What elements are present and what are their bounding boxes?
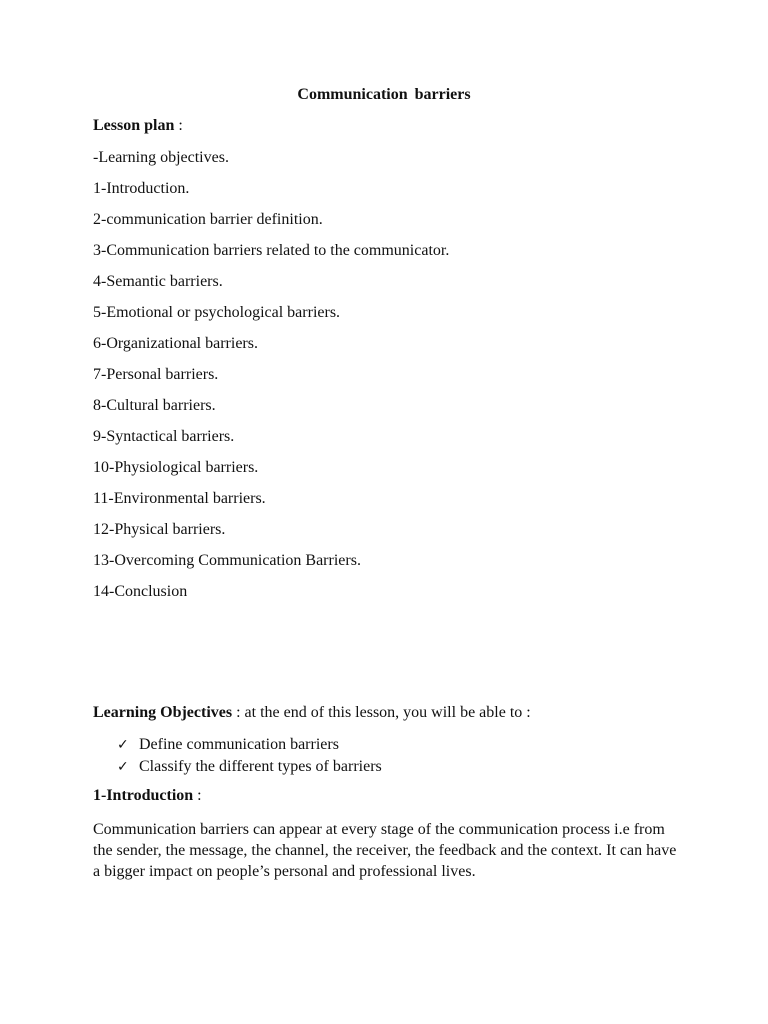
objective-item (117, 734, 382, 756)
lesson-plan-item: 5-Emotional or psychological barriers. (93, 304, 341, 321)
introduction-heading-label: 1-Introduction (93, 787, 194, 804)
lesson-plan-item: 12-Physical barriers. (93, 521, 226, 538)
lesson-plan-item: 6-Organizational barriers. (93, 335, 258, 352)
introduction-heading-suffix: : (193, 787, 202, 804)
learning-objectives-heading-suffix: : at the end of this lesson, you will be able to : (232, 704, 531, 721)
lesson-plan-item: 2-communication barrier definition. (93, 211, 323, 228)
lesson-plan-item: 9-Syntactical barriers. (93, 428, 235, 445)
learning-objectives-list (117, 734, 382, 778)
lesson-plan-item: 7-Personal barriers. (93, 366, 219, 383)
lesson-plan-item: 1-Introduction. (93, 180, 190, 197)
lesson-plan-item: -Learning objectives. (93, 149, 229, 166)
lesson-plan-list (93, 148, 449, 613)
checkmark-icon: ✓ (117, 759, 129, 775)
document-title: Communication barriers (297, 86, 471, 103)
lesson-plan-heading-suffix: : (174, 117, 183, 134)
lesson-plan-heading (93, 117, 183, 135)
lesson-plan-item: 8-Cultural barriers. (93, 397, 216, 414)
lesson-plan-item: 10-Physiological barriers. (93, 459, 259, 476)
objective-text: Classify the different types of barriers (139, 758, 382, 775)
lesson-plan-item: 13-Overcoming Communication Barriers. (93, 552, 361, 569)
learning-objectives-heading-label: Learning Objectives (93, 704, 233, 721)
lesson-plan-item: 4-Semantic barriers. (93, 273, 223, 290)
introduction-heading (93, 787, 202, 805)
objective-item (117, 756, 382, 778)
lesson-plan-item: 11-Environmental barriers. (93, 490, 266, 507)
learning-objectives-heading (93, 704, 531, 722)
introduction-paragraph: Communication barriers can appear at every stage of the communication process i.e from the sender, the message, the channel, the receiver, the feedback and the context. It can have a bigger impact on people’s personal and professional lives. (93, 821, 677, 880)
lesson-plan-item: 3-Communication barriers related to the communicator. (93, 242, 450, 259)
checkmark-icon: ✓ (117, 737, 129, 753)
lesson-plan-heading-label: Lesson plan (93, 117, 175, 134)
objective-text: Define communication barriers (139, 736, 339, 753)
lesson-plan-item: 14-Conclusion (93, 583, 188, 600)
